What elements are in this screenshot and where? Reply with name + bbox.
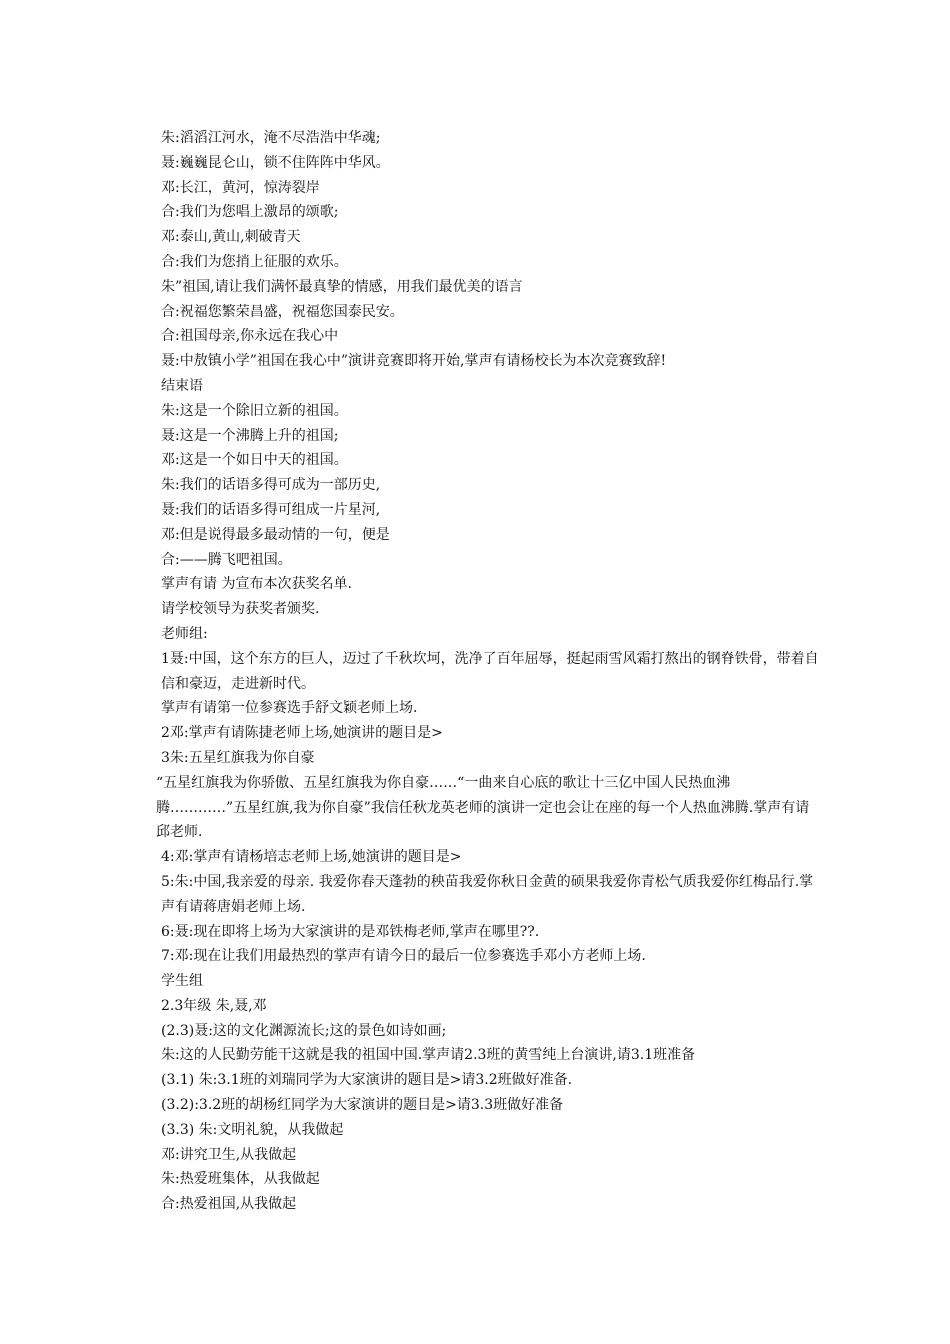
text-line: (3.1) 朱:3.1班的刘瑞同学为大家演讲的题目是>请3.2班做好准备. xyxy=(161,1072,573,1089)
text-line: 邓:这是一个如日中天的祖国。 xyxy=(161,452,348,469)
text-line: 请学校领导为获奖者颁奖. xyxy=(161,601,320,618)
section-heading: 学生组 xyxy=(161,973,203,990)
text-line: 聂:我们的话语多得可组成一片星河, xyxy=(161,501,381,518)
document-body xyxy=(140,126,820,1217)
text-line: 4:邓:掌声有请杨培志老师上场,她演讲的题目是> xyxy=(161,849,462,866)
text-line: 朱:热爱班集体，从我做起 xyxy=(161,1171,320,1188)
text-line: 掌声有请 为宣布本次获奖名单. xyxy=(161,576,352,593)
text-line: 合:祝福您繁荣昌盛，祝福您国泰民安。 xyxy=(161,303,404,320)
text-line: 合:——腾飞吧祖国。 xyxy=(161,551,292,568)
text-line: 合:热爱祖国,从我做起 xyxy=(161,1196,297,1213)
text-line: 3朱:五星红旗我为你自豪 xyxy=(161,749,315,766)
text-line: 7:邓:现在让我们用最热烈的掌声有请今日的最后一位参赛选手邓小方老师上场. xyxy=(161,948,646,965)
section-heading: 结束语 xyxy=(161,377,203,394)
text-line: 合:我们为您捎上征服的欢乐。 xyxy=(161,253,348,270)
text-line: 朱:我们的话语多得可成为一部历史, xyxy=(161,477,381,494)
text-line: 聂:中敖镇小学”祖国在我心中”演讲竞赛即将开始,掌声有请杨校长为本次竞赛致辞! xyxy=(161,353,667,370)
text-line: 邓:但是说得最多最动情的一句，便是 xyxy=(161,526,390,543)
text-line: 聂:这是一个沸腾上升的祖国; xyxy=(161,427,339,444)
text-line: 朱:这是一个除旧立新的祖国。 xyxy=(161,402,348,419)
text-line: 6:聂:现在即将上场为大家演讲的是邓铁梅老师,掌声在哪里??. xyxy=(161,923,540,940)
text-line: 合:我们为您唱上激昂的颂歌; xyxy=(161,204,339,221)
text-line: (2.3)聂:这的文化渊源流长;这的景色如诗如画; xyxy=(161,1022,447,1039)
text-line: (3.3) 朱:文明礼貌，从我做起 xyxy=(161,1121,344,1138)
text-line: 2.3年级 朱,聂,邓 xyxy=(161,997,267,1014)
text-line: 邓:长江，黄河，惊涛裂岸 xyxy=(161,179,320,196)
text-paragraph: 5:朱:中国,我亲爱的母亲. 我爱你春天蓬勃的秧苗我爱你秋日金黄的硕果我爱你青松气质我爱你红梅品行.掌声有请蒋唐娟老师上场. xyxy=(161,873,814,915)
text-line: (3.2):3.2班的胡杨红同学为大家演讲的题目是>请3.3班做好准备 xyxy=(161,1097,564,1114)
text-line: 邓:讲究卫生,从我做起 xyxy=(161,1146,297,1163)
text-line: 2邓:掌声有请陈捷老师上场,她演讲的题目是> xyxy=(161,725,443,742)
text-paragraph: 1聂:中国，这个东方的巨人，迈过了千秋坎坷，洗净了百年屈辱，挺起雨雪风霜打熬出的钢脊铁骨，带着自信和豪迈，走进新时代。 xyxy=(161,650,819,692)
text-line: 朱”祖国,请让我们满怀最真挚的情感，用我们最优美的语言 xyxy=(161,278,523,295)
text-line: 掌声有请第一位参赛选手舒文颖老师上场. xyxy=(161,700,418,717)
section-heading: 老师组: xyxy=(161,625,208,642)
text-paragraph: “五星红旗我为你骄傲、五星红旗我为你自豪……“一曲来自心底的歌让十三亿中国人民热血沸腾…………”五星红旗,我为你自豪”我信任秋龙英老师的演讲一定也会让在座的每一个人热血沸腾.掌声有请邱老师. xyxy=(156,774,810,841)
text-line: 朱:滔滔江河水，淹不尽浩浩中华魂; xyxy=(161,130,381,146)
text-line: 朱:这的人民勤劳能干这就是我的祖国中国.掌声请2.3班的黄雪纯上台演讲,请3.1班准备 xyxy=(161,1047,696,1064)
text-line: 聂:巍巍昆仑山，锁不住阵阵中华风。 xyxy=(161,154,390,171)
text-line: 合:祖国母亲,你永远在我心中 xyxy=(161,328,339,345)
text-line: 邓:泰山,黄山,刺破青天 xyxy=(161,229,301,246)
